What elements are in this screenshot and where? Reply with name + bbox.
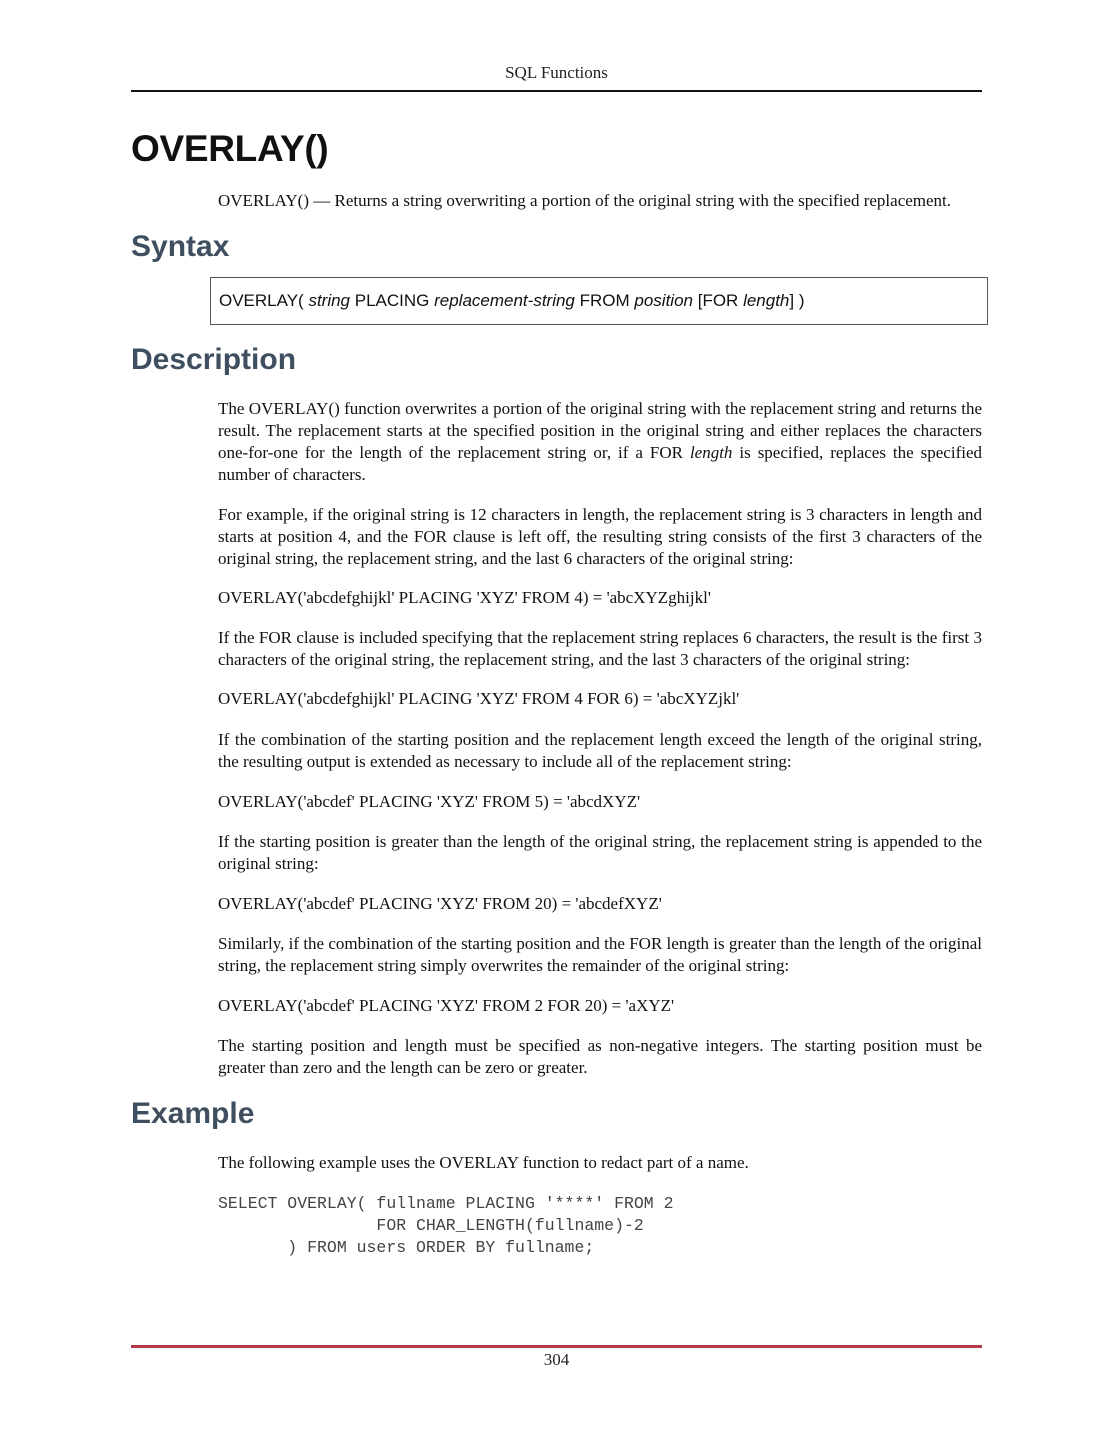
- example-heading: Example: [131, 1097, 255, 1130]
- example-expression: OVERLAY('abcdef' PLACING 'XYZ' FROM 5) = 'abcdXYZ': [218, 792, 641, 811]
- example-expression: OVERLAY('abcdef' PLACING 'XYZ' FROM 20) = 'abcdefXYZ': [218, 894, 662, 913]
- example-expression: OVERLAY('abcdefghijkl' PLACING 'XYZ' FROM 4) = 'abcXYZghijkl': [218, 588, 711, 607]
- code-block: SELECT OVERLAY( fullname PLACING '****' FROM 2 FOR CHAR_LENGTH(fullname)-2 ) FROM users ORDER BY fullname;: [218, 1194, 674, 1257]
- description-paragraph: [218, 398, 982, 486]
- syntax-text: [FOR: [693, 291, 744, 310]
- page-number: 304: [543, 1350, 570, 1369]
- syntax-arg-length: length: [743, 291, 790, 310]
- syntax-arg-string: string: [308, 291, 351, 310]
- description-paragraph: If the FOR clause is included specifying that the replacement string replaces 6 characters, the result is the first 3 characters of the original string, the replacement string, and the last 3 characters of the original string:: [218, 628, 982, 669]
- example-expression: OVERLAY('abcdef' PLACING 'XYZ' FROM 2 FOR 20) = 'aXYZ': [218, 996, 675, 1015]
- description-paragraph: The starting position and length must be specified as non-negative integers. The starting position must be greater than zero and the length can be zero or greater.: [218, 1036, 982, 1077]
- description-heading: Description: [131, 343, 297, 376]
- description-paragraph: Similarly, if the combination of the starting position and the FOR length is greater than the length of the original string, the replacement string simply overwrites the remainder of the original string:: [218, 934, 982, 975]
- description-paragraph: For example, if the original string is 12 characters in length, the replacement string is 3 characters in length and starts at position 4, and the FOR clause is left off, the resulting string consists of the first 3 characters of the original string, the replacement string, and the last 6 characters of the original string:: [218, 505, 982, 568]
- syntax-box: [210, 277, 988, 325]
- header-divider: [131, 90, 982, 92]
- running-header: SQL Functions: [505, 63, 608, 82]
- page-title: OVERLAY(): [131, 128, 329, 169]
- syntax-text: ] ): [789, 291, 805, 310]
- syntax-arg-position: position: [634, 291, 693, 310]
- description-paragraph: If the starting position is greater than the length of the original string, the replacement string is appended to the original string:: [218, 832, 982, 873]
- footer-divider: [131, 1345, 982, 1348]
- example-expression: OVERLAY('abcdefghijkl' PLACING 'XYZ' FROM 4 FOR 6) = 'abcXYZjkl': [218, 689, 740, 708]
- emphasis-length: length: [689, 443, 733, 462]
- syntax-text: PLACING: [350, 291, 435, 310]
- syntax-arg-replacement: replacement-string: [434, 291, 575, 310]
- example-intro: The following example uses the OVERLAY function to redact part of a name.: [218, 1153, 749, 1172]
- paragraph-text: is specified, replaces the specified number of characters.: [218, 443, 982, 484]
- syntax-text: OVERLAY(: [219, 291, 309, 310]
- description-paragraph: If the combination of the starting position and the replacement length exceed the length of the original string, the resulting output is extended as necessary to include all of the replacement string:: [218, 730, 982, 771]
- function-summary: OVERLAY() — Returns a string overwriting a portion of the original string with the specified replacement.: [218, 191, 952, 210]
- syntax-heading: Syntax: [131, 230, 230, 263]
- syntax-text: FROM: [574, 291, 635, 310]
- paragraph-text: The OVERLAY() function overwrites a portion of the original string with the replacement string and returns the result. The replacement starts at the specified position in the original string and either replaces the characters one-for-one for the length of the replacement string or, if a FOR: [218, 399, 982, 462]
